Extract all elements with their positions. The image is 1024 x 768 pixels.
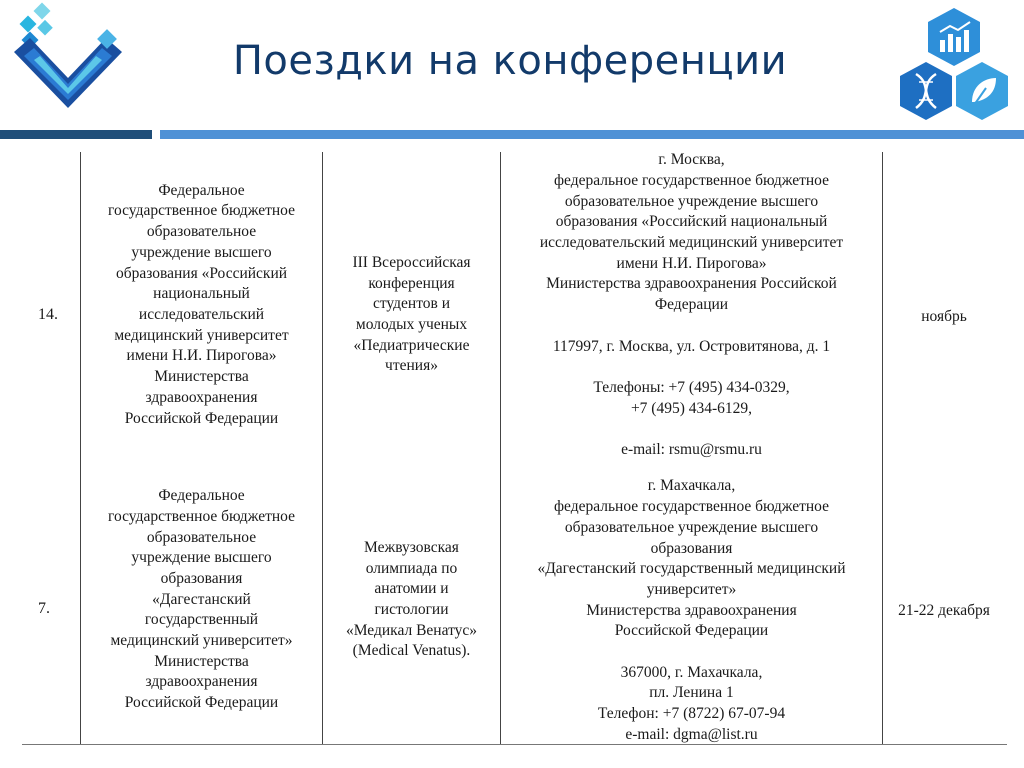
text-line: «Дагестанский государственный медицинский: [537, 560, 846, 578]
page-title: Поездки на конференции: [232, 38, 788, 84]
text-line: Министерства: [154, 652, 249, 670]
text-line: государственное бюджетное: [108, 507, 295, 525]
text-line: [690, 357, 694, 378]
row-number: 14.: [38, 306, 58, 323]
text-line: Межвузовская: [364, 538, 459, 556]
science-hexagons-logo-icon: [888, 6, 1020, 126]
text-line: национальный: [153, 285, 250, 303]
leaf-icon: [956, 62, 1008, 120]
text-line: Министерства: [154, 368, 249, 386]
text-line: [690, 419, 694, 440]
text-line: e-mail: rsmu@rsmu.ru: [621, 441, 762, 459]
event-text: [346, 538, 477, 662]
date-cell: [883, 600, 1005, 622]
university-logo-icon: [0, 0, 150, 130]
text-line: медицинский университет»: [110, 632, 293, 650]
event-text: [352, 253, 470, 377]
text-line: Федеральное: [158, 181, 245, 199]
text-line: учреждение высшего: [131, 243, 272, 261]
text-line: Российской Федерации: [124, 409, 279, 427]
text-line: Российской Федерации: [614, 622, 769, 640]
text-line: здравоохранения: [145, 673, 258, 691]
table-border: [882, 152, 883, 744]
event-date: 21-22 декабря: [898, 601, 990, 619]
text-line: e-mail: dgma@list.ru: [625, 725, 758, 743]
address-cell: [501, 476, 882, 746]
text-line: учреждение высшего: [131, 549, 272, 567]
dna-icon: [900, 62, 952, 120]
header-bar-light: [160, 130, 1024, 139]
chart-icon: [928, 8, 980, 66]
text-line: Телефоны: +7 (495) 434-0329,: [593, 378, 790, 396]
organizer-cell: [81, 486, 322, 714]
text-line: «Медикал Венатус»: [345, 621, 478, 639]
text-line: образования: [160, 569, 243, 587]
text-line: федеральное государственное бюджетное: [553, 498, 829, 516]
row-number: 7.: [38, 600, 50, 617]
text-line: исследовательский: [138, 306, 265, 323]
text-line: образования «Российский национальный: [555, 213, 828, 231]
text-line: образовательное: [146, 528, 257, 546]
text-line: [690, 642, 694, 663]
text-line: олимпиада по: [365, 559, 458, 577]
organizer-cell: [81, 180, 322, 430]
text-line: Министерства здравоохранения Российской: [546, 275, 837, 293]
text-line: образовательное учреждение высшего: [564, 192, 819, 210]
text-line: федеральное государственное бюджетное: [554, 171, 829, 189]
text-line: государственный: [144, 611, 259, 629]
text-line: Российской Федерации: [124, 694, 279, 712]
text-line: «Дагестанский: [152, 590, 251, 608]
text-line: медицинский университет: [114, 326, 289, 344]
text-line: образовательное: [146, 223, 257, 241]
text-line: Министерства здравоохранения: [586, 601, 797, 619]
text-line: 117997, г. Москва, ул. Островитянова, д. 1: [552, 337, 831, 355]
event-cell: [323, 252, 500, 378]
text-line: +7 (495) 434-6129,: [630, 399, 753, 417]
address-text: [537, 476, 845, 745]
text-line: г. Москва,: [658, 151, 725, 169]
text-line: молодых ученых: [355, 316, 468, 333]
text-line: Федерации: [654, 296, 729, 314]
text-line: образования: [650, 539, 733, 557]
text-line: Телефон: +7 (8722) 67-07-94: [597, 705, 786, 723]
text-line: пл. Ленина 1: [649, 684, 734, 702]
header-bar-dark: [0, 130, 152, 139]
text-line: «Педиатрические: [353, 336, 470, 354]
text-line: чтения»: [385, 357, 438, 375]
text-line: государственное бюджетное: [108, 202, 295, 220]
text-line: г. Махачкала,: [647, 477, 736, 495]
text-line: гистологии: [374, 601, 449, 618]
text-line: университет»: [646, 580, 737, 598]
event-date: ноябрь: [921, 307, 967, 325]
organizer-text: [108, 181, 295, 429]
date-cell: [883, 306, 1005, 328]
event-cell: [323, 537, 500, 663]
text-line: образовательное учреждение высшего: [564, 518, 819, 536]
organizer-text: [108, 486, 295, 714]
text-line: студентов и: [372, 295, 451, 313]
text-line: [690, 316, 694, 337]
text-line: образования «Российский: [115, 264, 288, 282]
address-cell: [501, 150, 882, 461]
text-line: имени Н.И. Пирогова»: [126, 347, 277, 365]
text-line: Федеральное: [158, 487, 245, 505]
text-line: конференция: [368, 274, 455, 292]
text-line: 367000, г. Махачкала,: [620, 663, 763, 681]
text-line: имени Н.И. Пирогова»: [616, 254, 767, 272]
text-line: (Medical Venatus).: [352, 642, 471, 660]
text-line: здравоохранения: [145, 388, 258, 406]
text-line: исследовательский медицинский университет: [539, 234, 844, 252]
text-line: III Всероссийская: [352, 253, 471, 271]
text-line: анатомии и: [374, 580, 449, 598]
address-text: [540, 150, 843, 461]
